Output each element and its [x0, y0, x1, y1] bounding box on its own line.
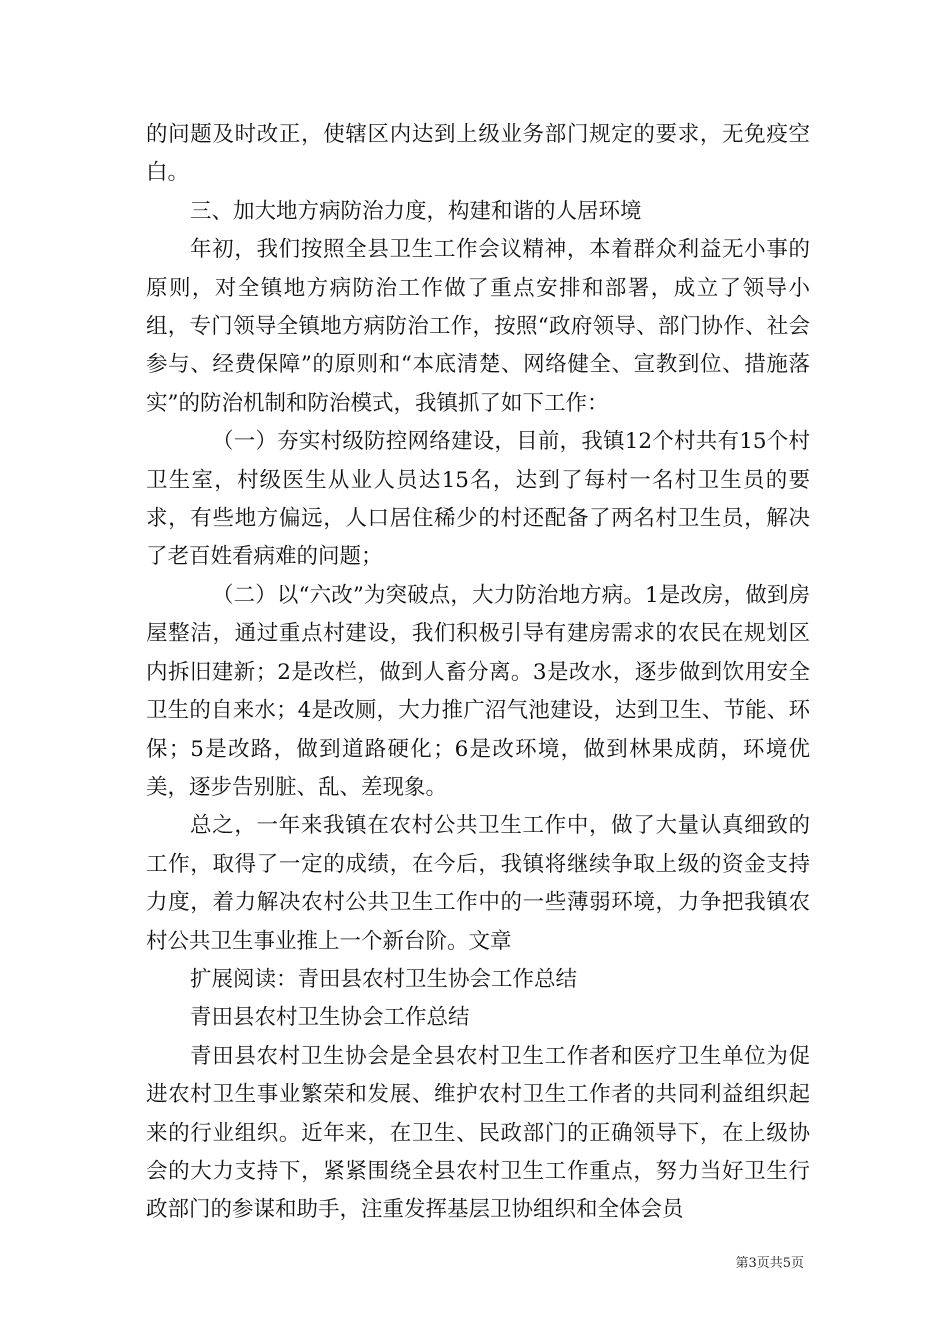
paragraph: （二）以“六改”为突破点，大力防治地方病。1是改房，做到房屋整洁，通过重点村建设，我们积极引导有建房需求的农民在规划区内拆旧建新；2是改栏，做到人畜分离。3是改水，逐步做到饮用安全卫生的自来水；4是改厕，大力推广沼气池建设，达到卫生、节能、环保；5是改路，做到道路硬化；6是改环境，做到林果成荫，环境优美，逐步告别脏、乱、差现象。	[146, 582, 810, 800]
paragraph: 青田县农村卫生协会是全县农村卫生工作者和医疗卫生单位为促进农村卫生事业繁荣和发展、维护农村卫生工作者的共同利益组织起来的行业组织。近年来，在卫生、民政部门的正确领导下，在上级协会的大力支持下，紧紧围绕全县农村卫生工作重点，努力当好卫生行政部门的参谋和助手，注重发挥基层卫协组织和全体会员	[146, 1043, 810, 1223]
paragraph-continuation: 的问题及时改正，使辖区内达到上级业务部门规定的要求，无免疫空白。	[146, 122, 810, 186]
paragraph: （一）夯实村级防控网络建设，目前，我镇12个村共有15个村卫生室，村级医生从业人员达15名，达到了每村一名村卫生员的要求，有些地方偏远，人口居住稀少的村还配备了两名村卫生员，解决了老百姓看病难的问题；	[146, 429, 810, 570]
subtitle: 青田县农村卫生协会工作总结	[190, 1005, 470, 1031]
paragraph: 年初，我们按照全县卫生工作会议精神，本着群众利益无小事的原则，对全镇地方病防治工作做了重点安排和部署，成立了领导小组，专门领导全镇地方病防治工作，按照“政府领导、部门协作、社会参与、经费保障”的原则和“本底清楚、网络健全、宣教到位、措施落实”的防治机制和防治模式，我镇抓了如下工作：	[146, 237, 810, 416]
extended-reading-line: 扩展阅读：青田县农村卫生协会工作总结	[190, 966, 578, 992]
document-body	[146, 116, 810, 1230]
section-heading: 三、加大地方病防治力度，构建和谐的人居环境	[190, 198, 642, 224]
paragraph: 总之，一年来我镇在农村公共卫生工作中，做了大量认真细致的工作，取得了一定的成绩，在今后，我镇将继续争取上级的资金支持力度，着力解决农村公共卫生工作中的一些薄弱环境，力争把我镇农村公共卫生事业推上一个新台阶。文章	[146, 813, 810, 954]
page-number: 第3页共5页	[735, 1256, 804, 1271]
